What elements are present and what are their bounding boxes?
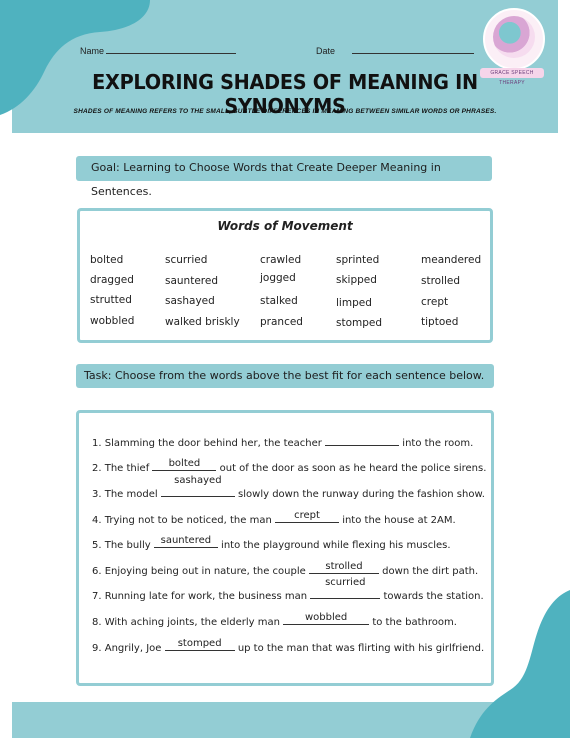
sentence-before: With aching joints, the elderly man bbox=[104, 617, 280, 628]
answer-text: bolted bbox=[168, 458, 201, 469]
word-bank-title: Words of Movement bbox=[217, 219, 353, 233]
word-item: sashayed bbox=[165, 295, 215, 307]
sentence-after: slowly down the runway during the fashion show. bbox=[238, 489, 485, 500]
answer-blank[interactable] bbox=[310, 577, 380, 599]
answer-blank[interactable] bbox=[161, 475, 235, 497]
answer-blank[interactable] bbox=[154, 537, 218, 548]
sentence-after: towards the station. bbox=[383, 591, 484, 602]
sentence-before: The model bbox=[104, 489, 158, 500]
word-item: strutted bbox=[90, 294, 132, 306]
word-item: stomped bbox=[336, 317, 383, 329]
answer-blank[interactable] bbox=[165, 640, 235, 651]
word-item: scurried bbox=[165, 254, 208, 266]
sentence-number: 1. bbox=[92, 438, 102, 449]
sentence-number: 2. bbox=[92, 463, 102, 474]
sentence-number: 8. bbox=[92, 617, 102, 628]
date-field-line[interactable] bbox=[352, 53, 474, 54]
word-item: skipped bbox=[336, 274, 377, 286]
sentence-number: 4. bbox=[92, 515, 102, 526]
word-bank bbox=[77, 208, 493, 343]
sentence-after: into the house at 2AM. bbox=[342, 515, 456, 526]
name-label: Name bbox=[80, 46, 105, 56]
word-item: sauntered bbox=[165, 275, 219, 287]
answer-text: sashayed bbox=[174, 475, 222, 486]
word-item: stalked bbox=[260, 295, 298, 307]
logo bbox=[483, 8, 545, 70]
word-item: dragged bbox=[90, 274, 134, 286]
answer-blank[interactable] bbox=[325, 435, 399, 446]
word-item: limped bbox=[336, 297, 372, 309]
sentence-before: Slamming the door behind her, the teacher bbox=[104, 438, 322, 449]
answer-text: strolled bbox=[325, 561, 363, 572]
sentence-after: to the bathroom. bbox=[372, 617, 457, 628]
sentence-before: Trying not to be noticed, the man bbox=[104, 515, 272, 526]
sentence-before: The thief bbox=[104, 463, 150, 474]
sentence-number: 7. bbox=[92, 591, 102, 602]
sentence-row bbox=[92, 563, 478, 577]
sentence-row bbox=[92, 512, 456, 526]
answer-text: scurried bbox=[325, 577, 366, 588]
answer-text: sauntered bbox=[160, 535, 212, 546]
sentence-before: The bully bbox=[104, 540, 151, 551]
sentence-after: into the playground while flexing his muscles. bbox=[221, 540, 451, 551]
sentence-after: into the room. bbox=[402, 438, 474, 449]
sentence-row bbox=[92, 460, 486, 474]
sentence-box bbox=[76, 410, 494, 686]
sentence-row bbox=[92, 537, 451, 551]
sentence-after: up to the man that was flirting with his girlfriend. bbox=[237, 643, 485, 654]
word-item: wobbled bbox=[90, 315, 135, 327]
answer-blank[interactable] bbox=[275, 512, 339, 523]
word-item: pranced bbox=[260, 316, 303, 328]
sentence-number: 3. bbox=[92, 489, 102, 500]
word-item: bolted bbox=[90, 254, 124, 266]
goal-banner: Goal: Learning to Choose Words that Create Deeper Meaning in Sentences. bbox=[76, 156, 492, 181]
page-title: EXPLORING SHADES OF MEANING IN SYNONYMS bbox=[92, 70, 478, 118]
date-label: Date bbox=[316, 46, 336, 56]
answer-blank[interactable] bbox=[152, 460, 216, 471]
sentence-row bbox=[92, 577, 484, 602]
answer-blank[interactable] bbox=[283, 614, 369, 625]
answer-text: crept bbox=[294, 510, 320, 521]
sentence-row bbox=[92, 614, 457, 628]
logo-tagline: GRACE SPEECH THERAPY bbox=[480, 68, 544, 78]
sentence-after: out of the door as soon as he heard the police sirens. bbox=[219, 463, 487, 474]
sentence-number: 9. bbox=[92, 643, 102, 654]
answer-blank[interactable] bbox=[309, 563, 379, 574]
sentence-row bbox=[92, 640, 484, 654]
word-item: walked briskly bbox=[165, 316, 240, 328]
word-item: sprinted bbox=[336, 254, 380, 266]
answer-text: stomped bbox=[177, 638, 222, 649]
word-item: meandered bbox=[421, 254, 482, 266]
sentence-before: Enjoying being out in nature, the couple bbox=[104, 566, 306, 577]
word-item: crept bbox=[421, 296, 449, 308]
sentence-before: Angrily, Joe bbox=[104, 643, 162, 654]
sentence-row bbox=[92, 435, 473, 449]
word-item: jogged bbox=[260, 272, 296, 284]
sentence-row bbox=[92, 475, 485, 500]
sentence-number: 5. bbox=[92, 540, 102, 551]
sentence-number: 6. bbox=[92, 566, 102, 577]
sentence-before: Running late for work, the business man bbox=[104, 591, 308, 602]
answer-text: wobbled bbox=[305, 612, 348, 623]
page-subtitle: SHADES OF MEANING REFERS TO THE SMALL, SUBTLE DIFFERENCES IN MEANING BETWEEN SIMILAR WORDS OR PHRASES. bbox=[73, 108, 497, 115]
sentence-after: down the dirt path. bbox=[382, 566, 479, 577]
word-item: tiptoed bbox=[421, 316, 459, 328]
word-item: crawled bbox=[260, 254, 302, 266]
task-banner: Task: Choose from the words above the best fit for each sentence below. bbox=[76, 364, 494, 388]
word-item: strolled bbox=[421, 275, 461, 287]
name-field-line[interactable] bbox=[106, 53, 236, 54]
